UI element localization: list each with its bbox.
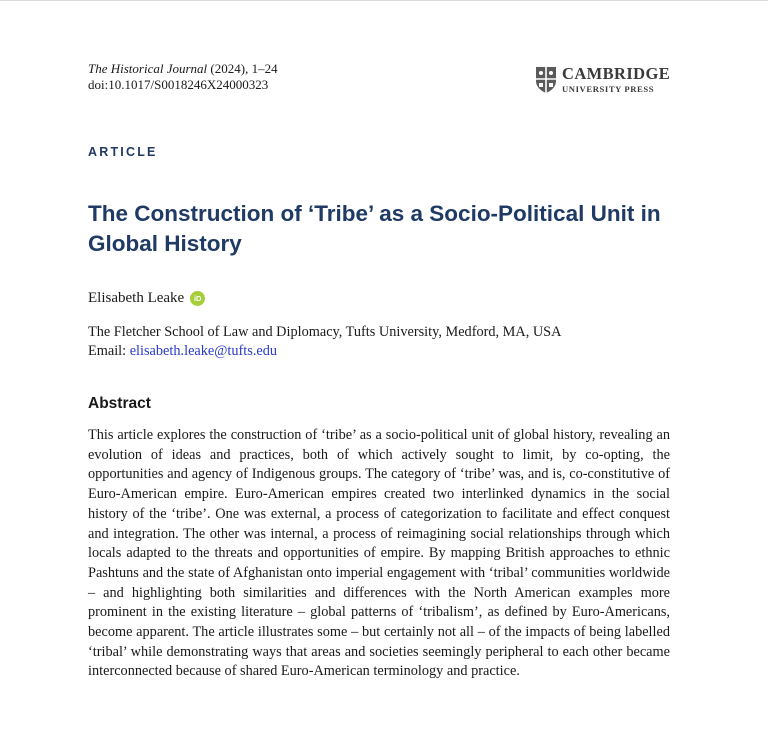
shield-icon: [535, 66, 557, 94]
article-title: The Construction of ‘Tribe’ as a Socio-Political Unit in Global History: [88, 201, 661, 256]
abstract-heading: Abstract: [88, 395, 151, 412]
publisher-name: CAMBRIDGE: [562, 64, 671, 84]
email-label: Email:: [88, 343, 127, 359]
author-line: [88, 290, 205, 307]
journal-citation: [88, 61, 278, 93]
abstract-text: This article explores the construction of ‘tribe’ as a socio-political unit of global history, revealing an evolution of ideas and practices, both of which actively sought to limit, by co-opting, the opportunities and agency of Indigenous groups. The category of ‘tribe’ was, and is, co-constitutive of Euro-American empire. Euro-American empires created two interlinked dynamics in the social history of the ‘tribe’. One was external, a process of categorization to facilitate and effect conquest and integration. The other was internal, a process of reimagining social relationships through which locals adapted to the threats and opportunities of empire. By mapping British approaches to ethnic Pashtuns and the state of Afghanistan onto imperial engagement with ‘tribal’ communities worldwide – and highlighting both similarities and differences with the North American examples more prominent in the existing literature – global patterns of ‘tribalism’, as defined by Euro-Americans, become apparent. The article illustrates some – but certainly not all – of the impacts of being labelled ‘tribal’ while demonstrating ways that areas and societies seemingly peripheral to each other became interconnected because of shared Euro-American terminology and practice.: [88, 427, 670, 680]
doi[interactable]: doi:10.1017/S0018246X24000323: [88, 77, 269, 92]
email-link[interactable]: elisabeth.leake@tufts.edu: [129, 343, 278, 359]
journal-title: The Historical Journal: [88, 61, 208, 76]
email-line: [88, 342, 277, 360]
journal-year-pages: (2024), 1–24: [210, 61, 278, 76]
publisher-subtitle: UNIVERSITY PRESS: [562, 83, 655, 94]
publisher-logo: [535, 66, 670, 94]
top-border: [0, 0, 768, 1]
author-name: Elisabeth Leake: [88, 290, 185, 306]
orcid-icon[interactable]: iD: [190, 291, 205, 306]
affiliation: The Fletcher School of Law and Diplomacy, Tufts University, Medford, MA, USA: [88, 324, 562, 340]
article-type-label: ARTICLE: [88, 145, 158, 159]
